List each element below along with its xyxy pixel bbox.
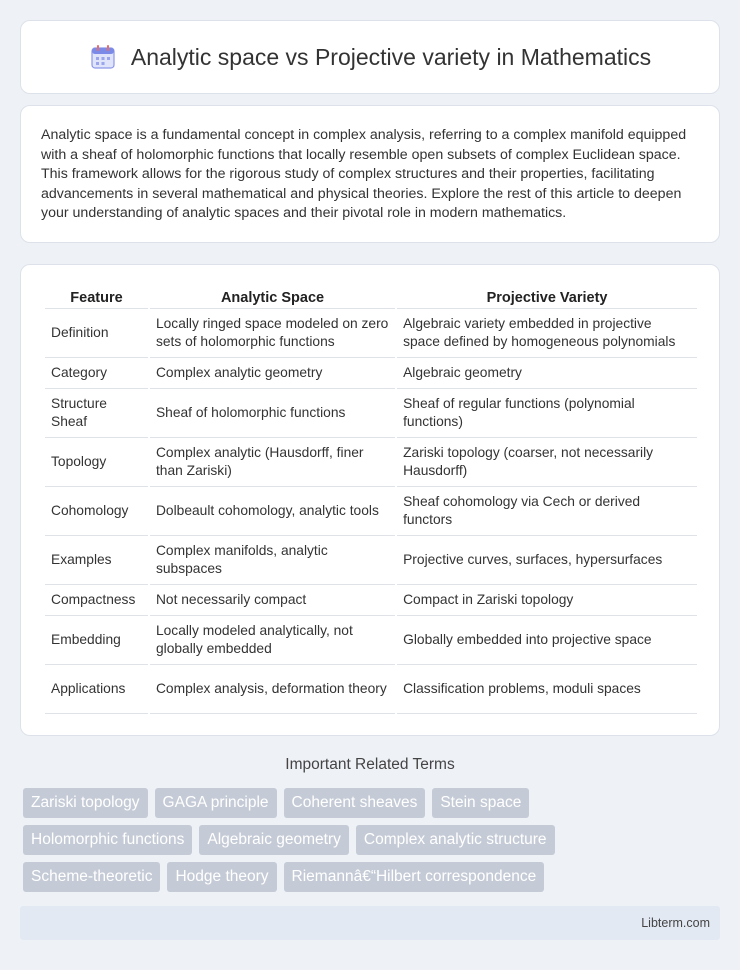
row-analytic: Complex analysis, deformation theory <box>150 665 395 714</box>
table-row <box>45 438 697 487</box>
tag-scheme-theoretic[interactable]: Scheme-theoretic <box>23 862 160 892</box>
table-row <box>45 309 697 358</box>
calendar-icon <box>89 43 117 71</box>
related-terms-title: Important Related Terms <box>285 756 455 773</box>
intro-card <box>20 105 720 243</box>
row-feature: Topology <box>45 438 148 487</box>
tag-riemann-hilbert-correspondence[interactable]: Riemannâ€“Hilbert correspondence <box>284 862 545 892</box>
tag-row <box>23 862 723 892</box>
comparison-table <box>43 285 699 714</box>
row-projective: Algebraic variety embedded in projective space defined by homogeneous polynomials <box>397 309 697 358</box>
tag-zariski-topology[interactable]: Zariski topology <box>23 788 148 818</box>
related-terms-tags <box>23 788 723 899</box>
footer-brand[interactable]: Libterm.com <box>641 916 710 930</box>
title-card <box>20 20 720 94</box>
tag-hodge-theory[interactable]: Hodge theory <box>167 862 276 892</box>
row-projective: Classification problems, moduli spaces <box>397 665 697 714</box>
row-analytic: Dolbeault cohomology, analytic tools <box>150 487 395 536</box>
header-feature: Feature <box>45 285 148 309</box>
row-analytic: Sheaf of holomorphic functions <box>150 389 395 438</box>
table-header-row <box>45 285 697 309</box>
row-projective: Zariski topology (coarser, not necessarily Hausdorff) <box>397 438 697 487</box>
row-analytic: Complex manifolds, analytic subspaces <box>150 536 395 585</box>
table-row <box>45 487 697 536</box>
row-projective: Projective curves, surfaces, hypersurfaces <box>397 536 697 585</box>
tag-complex-analytic-structure[interactable]: Complex analytic structure <box>356 825 555 855</box>
row-projective: Globally embedded into projective space <box>397 616 697 665</box>
row-projective: Sheaf cohomology via Cech or derived functors <box>397 487 697 536</box>
row-analytic: Locally ringed space modeled on zero sets of holomorphic functions <box>150 309 395 358</box>
row-projective: Compact in Zariski topology <box>397 585 697 616</box>
row-feature: Applications <box>45 665 148 714</box>
comparison-card <box>20 264 720 736</box>
tag-algebraic-geometry[interactable]: Algebraic geometry <box>199 825 349 855</box>
table-row <box>45 665 697 714</box>
tag-row <box>23 788 723 818</box>
row-feature: Structure Sheaf <box>45 389 148 438</box>
table-row <box>45 358 697 389</box>
row-analytic: Locally modeled analytically, not globally embedded <box>150 616 395 665</box>
table-row <box>45 389 697 438</box>
row-analytic: Complex analytic (Hausdorff, finer than Zariski) <box>150 438 395 487</box>
tag-coherent-sheaves[interactable]: Coherent sheaves <box>284 788 426 818</box>
row-feature: Embedding <box>45 616 148 665</box>
table-row <box>45 585 697 616</box>
header-projective-variety: Projective Variety <box>397 285 697 309</box>
row-projective: Sheaf of regular functions (polynomial functions) <box>397 389 697 438</box>
tag-stein-space[interactable]: Stein space <box>432 788 529 818</box>
header-analytic-space: Analytic Space <box>150 285 395 309</box>
page-title: Analytic space vs Projective variety in Mathematics <box>130 43 652 70</box>
tag-holomorphic-functions[interactable]: Holomorphic functions <box>23 825 192 855</box>
row-feature: Examples <box>45 536 148 585</box>
row-analytic: Not necessarily compact <box>150 585 395 616</box>
footer <box>20 906 720 940</box>
tag-gaga-principle[interactable]: GAGA principle <box>155 788 277 818</box>
row-feature: Cohomology <box>45 487 148 536</box>
row-feature: Definition <box>45 309 148 358</box>
table-row <box>45 616 697 665</box>
intro-paragraph: Analytic space is a fundamental concept in complex analysis, referring to a complex manifold equipped with a sheaf of holomorphic functions that locally resemble open subsets of complex Euclidean space. This framework allows for the rigorous study of complex structures and their properties, facilitating advancements in several mathematical and physical theories. Explore the rest of this article to deepen your understanding of analytic spaces and their pivotal role in modern mathematics. <box>41 127 687 222</box>
row-feature: Compactness <box>45 585 148 616</box>
row-projective: Algebraic geometry <box>397 358 697 389</box>
row-analytic: Complex analytic geometry <box>150 358 395 389</box>
row-feature: Category <box>45 358 148 389</box>
tag-row <box>23 825 723 855</box>
table-row <box>45 536 697 585</box>
